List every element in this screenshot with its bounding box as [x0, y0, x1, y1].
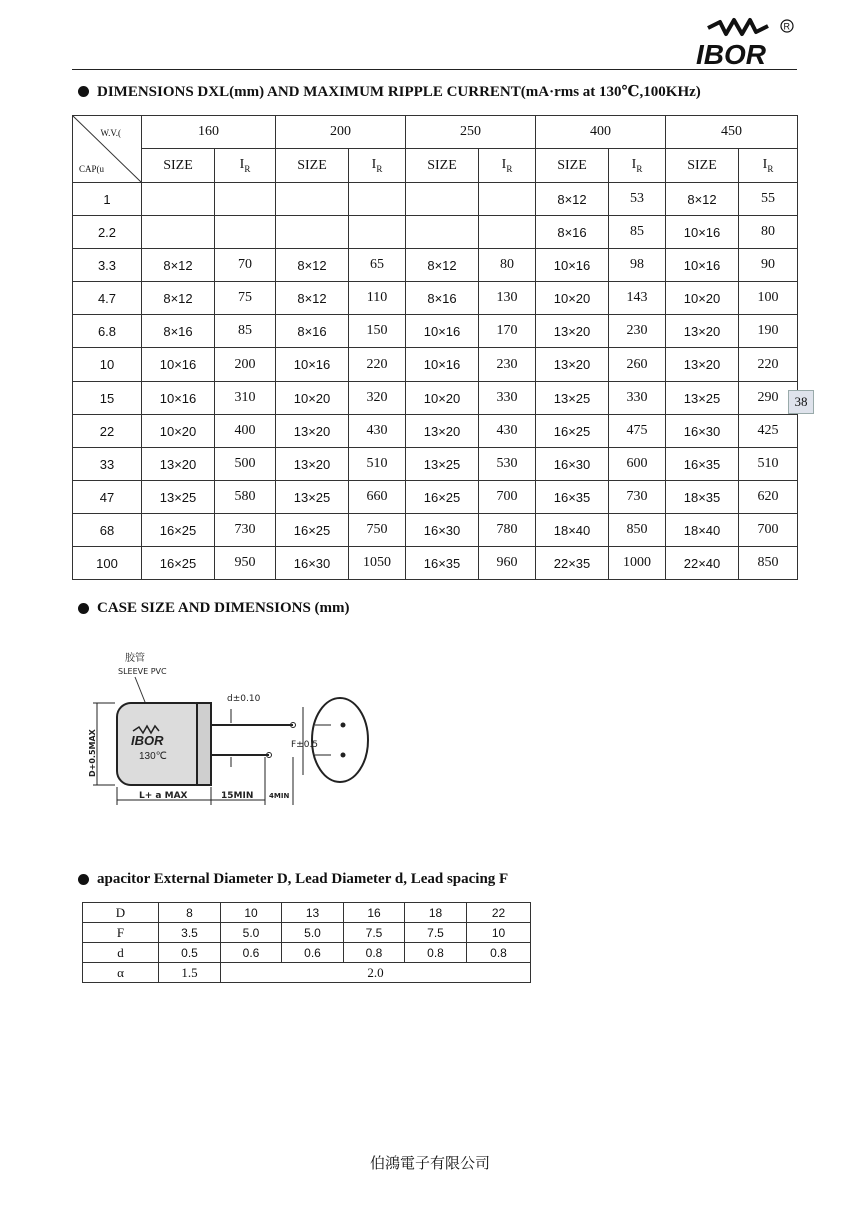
size-cell: 8×12: [536, 183, 609, 216]
size-cell: 10×16: [536, 249, 609, 282]
size-cell: [406, 216, 479, 249]
size-cell: 10×16: [666, 249, 739, 282]
size-cell: 13×20: [666, 348, 739, 382]
body-brand: IBOR: [131, 733, 164, 748]
lead-tolerance: d±0.10: [227, 694, 261, 704]
size-cell: 13×20: [406, 415, 479, 448]
size-header: SIZE: [276, 149, 349, 183]
ripple-cell: 425: [739, 415, 798, 448]
ripple-cell: 53: [609, 183, 666, 216]
table-row: [73, 282, 798, 315]
ripple-cell: 190: [739, 315, 798, 348]
capacitor-drawing: [85, 645, 385, 810]
lead-value-cell: 0.8: [344, 943, 405, 963]
cap-cell: 2.2: [73, 216, 142, 249]
ripple-cell: 80: [479, 249, 536, 282]
lead-value-cell: 7.5: [405, 923, 467, 943]
ir-header: $I_R$: [215, 149, 276, 183]
table-row: [73, 481, 798, 514]
cap-cell: 33: [73, 448, 142, 481]
size-cell: 13×25: [406, 448, 479, 481]
ripple-cell: 500: [215, 448, 276, 481]
ripple-cell: 700: [739, 514, 798, 547]
cap-cell: 10: [73, 348, 142, 382]
ripple-cell: 85: [215, 315, 276, 348]
ripple-cell: 510: [739, 448, 798, 481]
ripple-cell: 290: [739, 382, 798, 415]
ripple-cell: 510: [349, 448, 406, 481]
wv-label: W.V.(: [100, 128, 121, 138]
size-cell: 22×40: [666, 547, 739, 580]
size-cell: 13×25: [142, 481, 215, 514]
size-cell: 16×30: [276, 547, 349, 580]
ripple-cell: 475: [609, 415, 666, 448]
ripple-cell: 230: [479, 348, 536, 382]
size-cell: 16×30: [536, 448, 609, 481]
ripple-cell: 320: [349, 382, 406, 415]
size-cell: 16×25: [142, 547, 215, 580]
size-cell: 10×16: [276, 348, 349, 382]
size-header: SIZE: [142, 149, 215, 183]
ir-header: $I_R$: [739, 149, 798, 183]
ripple-cell: 780: [479, 514, 536, 547]
lead-value-cell: 10: [221, 903, 282, 923]
ripple-cell: 150: [349, 315, 406, 348]
ripple-cell: 850: [609, 514, 666, 547]
svg-text:R: R: [783, 21, 790, 32]
ripple-cell: 143: [609, 282, 666, 315]
ibor-logo: [690, 14, 800, 72]
lead-body: [83, 903, 531, 963]
ir-header: $I_R$: [609, 149, 666, 183]
ripple-cell: 660: [349, 481, 406, 514]
bullet-icon: [78, 86, 89, 97]
size-cell: 18×40: [536, 514, 609, 547]
dimensions-table: [72, 115, 798, 580]
ripple-cell: 220: [739, 348, 798, 382]
corner-cell: [73, 116, 142, 183]
size-cell: 16×35: [536, 481, 609, 514]
size-cell: 13×20: [276, 448, 349, 481]
sleeve-cn-label: 胶管: [125, 653, 145, 664]
size-cell: 22×35: [536, 547, 609, 580]
lead-value-cell: 0.6: [282, 943, 344, 963]
ripple-cell: 65: [349, 249, 406, 282]
lead-row-label: F: [83, 923, 159, 943]
cap-cell: 1: [73, 183, 142, 216]
cap-cell: 15: [73, 382, 142, 415]
ripple-cell: 730: [609, 481, 666, 514]
size-cell: 8×16: [406, 282, 479, 315]
size-cell: 13×25: [666, 382, 739, 415]
lead-value-cell: 7.5: [344, 923, 405, 943]
ripple-cell: 220: [349, 348, 406, 382]
size-cell: 10×16: [142, 382, 215, 415]
size-header: SIZE: [536, 149, 609, 183]
size-cell: 16×30: [406, 514, 479, 547]
cap-cell: 68: [73, 514, 142, 547]
size-cell: 8×12: [276, 282, 349, 315]
size-cell: 18×35: [666, 481, 739, 514]
size-cell: [142, 216, 215, 249]
lead-value-cell: 16: [344, 903, 405, 923]
lead-table: [82, 902, 531, 983]
size-cell: 10×16: [406, 315, 479, 348]
ripple-cell: [479, 183, 536, 216]
lead-value-cell: 0.6: [221, 943, 282, 963]
size-cell: 16×25: [142, 514, 215, 547]
section-heading-case: [78, 600, 350, 617]
table-row: [73, 315, 798, 348]
table-row: [73, 249, 798, 282]
ripple-cell: 620: [739, 481, 798, 514]
body-temp: 130℃: [139, 751, 167, 762]
cap-cell: 100: [73, 547, 142, 580]
size-cell: 10×16: [142, 348, 215, 382]
page-number-tag: 38: [788, 390, 814, 414]
dimensions-body: [73, 183, 798, 580]
size-cell: 13×25: [536, 382, 609, 415]
voltage-header: 250: [406, 116, 536, 149]
ripple-cell: 400: [215, 415, 276, 448]
table-row: [73, 448, 798, 481]
alpha-rest: 2.0: [221, 963, 531, 983]
voltage-header: 200: [276, 116, 406, 149]
table-row: [83, 903, 531, 923]
size-cell: 16×35: [406, 547, 479, 580]
ripple-cell: 750: [349, 514, 406, 547]
lead-value-cell: 10: [467, 923, 531, 943]
lead-value-cell: 8: [159, 903, 221, 923]
ripple-cell: 430: [349, 415, 406, 448]
lead-value-cell: 5.0: [221, 923, 282, 943]
spacing-tolerance: F±0.5: [291, 740, 319, 750]
section-heading-lead: [78, 871, 508, 888]
heading-text: DIMENSIONS DXL(mm) AND MAXIMUM RIPPLE CURRENT(mA·rms at 130℃,100KHz): [97, 84, 701, 100]
table-row: [73, 216, 798, 249]
size-cell: [276, 183, 349, 216]
size-cell: 8×12: [406, 249, 479, 282]
ripple-cell: 85: [609, 216, 666, 249]
size-cell: 10×16: [666, 216, 739, 249]
ripple-cell: 330: [609, 382, 666, 415]
voltage-header: 160: [142, 116, 276, 149]
size-header: SIZE: [406, 149, 479, 183]
voltage-header: 400: [536, 116, 666, 149]
table-row: [83, 923, 531, 943]
size-cell: 8×12: [666, 183, 739, 216]
voltage-header: 450: [666, 116, 798, 149]
size-cell: 10×20: [142, 415, 215, 448]
size-cell: 8×16: [142, 315, 215, 348]
size-cell: 10×20: [536, 282, 609, 315]
logo-text: IBOR: [696, 39, 766, 70]
ripple-cell: 430: [479, 415, 536, 448]
heading-text: CASE SIZE AND DIMENSIONS (mm): [97, 600, 350, 616]
ripple-cell: 200: [215, 348, 276, 382]
lead-length-label: 15MIN: [221, 791, 254, 801]
ripple-cell: 1000: [609, 547, 666, 580]
ripple-cell: 700: [479, 481, 536, 514]
ir-header: $I_R$: [349, 149, 406, 183]
header-rule: [72, 69, 797, 70]
size-cell: [276, 216, 349, 249]
sleeve-en-label: SLEEVE PVC: [118, 667, 167, 676]
size-cell: 13×20: [276, 415, 349, 448]
size-cell: 8×16: [536, 216, 609, 249]
ripple-cell: 230: [609, 315, 666, 348]
alpha-label: α: [83, 963, 159, 983]
ripple-cell: 55: [739, 183, 798, 216]
size-cell: [142, 183, 215, 216]
ripple-cell: 950: [215, 547, 276, 580]
table-row: [83, 943, 531, 963]
cap-cell: 6.8: [73, 315, 142, 348]
ripple-cell: 580: [215, 481, 276, 514]
size-cell: 8×12: [276, 249, 349, 282]
cap-label: CAP(u: [79, 164, 105, 174]
table-row: [73, 348, 798, 382]
ripple-cell: 330: [479, 382, 536, 415]
size-cell: 13×20: [142, 448, 215, 481]
ripple-cell: 170: [479, 315, 536, 348]
lead-row-label: D: [83, 903, 159, 923]
diameter-label: D+0.5MAX: [88, 729, 97, 777]
size-cell: [406, 183, 479, 216]
table-row: [73, 382, 798, 415]
length-label: L+ a MAX: [139, 791, 188, 801]
size-cell: 8×12: [142, 249, 215, 282]
size-cell: 10×16: [406, 348, 479, 382]
size-cell: 10×20: [666, 282, 739, 315]
ripple-cell: 100: [739, 282, 798, 315]
ripple-cell: 80: [739, 216, 798, 249]
table-row: [73, 514, 798, 547]
lead-value-cell: 18: [405, 903, 467, 923]
ripple-cell: 90: [739, 249, 798, 282]
cap-cell: 4.7: [73, 282, 142, 315]
ripple-cell: 1050: [349, 547, 406, 580]
ir-header: $I_R$: [479, 149, 536, 183]
size-cell: 10×20: [276, 382, 349, 415]
size-cell: 13×25: [276, 481, 349, 514]
heading-text: apacitor External Diameter D, Lead Diameter d, Lead spacing F: [97, 871, 509, 887]
size-cell: 16×35: [666, 448, 739, 481]
alpha-first: 1.5: [159, 963, 221, 983]
ripple-cell: 850: [739, 547, 798, 580]
ripple-cell: 600: [609, 448, 666, 481]
ripple-cell: 70: [215, 249, 276, 282]
size-cell: 10×20: [406, 382, 479, 415]
lead-value-cell: 5.0: [282, 923, 344, 943]
ripple-cell: 310: [215, 382, 276, 415]
lead-value-cell: 3.5: [159, 923, 221, 943]
ripple-cell: [349, 183, 406, 216]
ripple-cell: [349, 216, 406, 249]
ripple-cell: [215, 216, 276, 249]
bullet-icon: [78, 874, 89, 885]
bullet-icon: [78, 603, 89, 614]
size-cell: 13×20: [536, 348, 609, 382]
ripple-cell: 730: [215, 514, 276, 547]
ripple-cell: 130: [479, 282, 536, 315]
size-cell: 16×25: [406, 481, 479, 514]
ripple-cell: [215, 183, 276, 216]
lead-value-cell: 0.8: [467, 943, 531, 963]
lead-min-label: 4MIN: [269, 792, 290, 800]
lead-value-cell: 22: [467, 903, 531, 923]
size-header: SIZE: [666, 149, 739, 183]
lead-value-cell: 13: [282, 903, 344, 923]
ripple-cell: 110: [349, 282, 406, 315]
lead-row-label: d: [83, 943, 159, 963]
ripple-cell: 260: [609, 348, 666, 382]
lead-value-cell: 0.5: [159, 943, 221, 963]
cap-cell: 3.3: [73, 249, 142, 282]
ripple-cell: 530: [479, 448, 536, 481]
cap-cell: 47: [73, 481, 142, 514]
ripple-cell: 960: [479, 547, 536, 580]
table-row: [73, 547, 798, 580]
size-cell: 16×30: [666, 415, 739, 448]
size-cell: 13×20: [666, 315, 739, 348]
company-footer: 伯鴻電子有限公司: [369, 1156, 490, 1172]
ripple-cell: [479, 216, 536, 249]
size-cell: 8×16: [276, 315, 349, 348]
cap-cell: 22: [73, 415, 142, 448]
ripple-cell: 75: [215, 282, 276, 315]
section-heading-dimensions: [78, 82, 701, 101]
size-cell: 18×40: [666, 514, 739, 547]
table-row: [73, 183, 798, 216]
size-cell: 16×25: [536, 415, 609, 448]
table-row: [73, 415, 798, 448]
ripple-cell: 98: [609, 249, 666, 282]
size-cell: 8×12: [142, 282, 215, 315]
lead-value-cell: 0.8: [405, 943, 467, 963]
size-cell: 13×20: [536, 315, 609, 348]
size-cell: 16×25: [276, 514, 349, 547]
